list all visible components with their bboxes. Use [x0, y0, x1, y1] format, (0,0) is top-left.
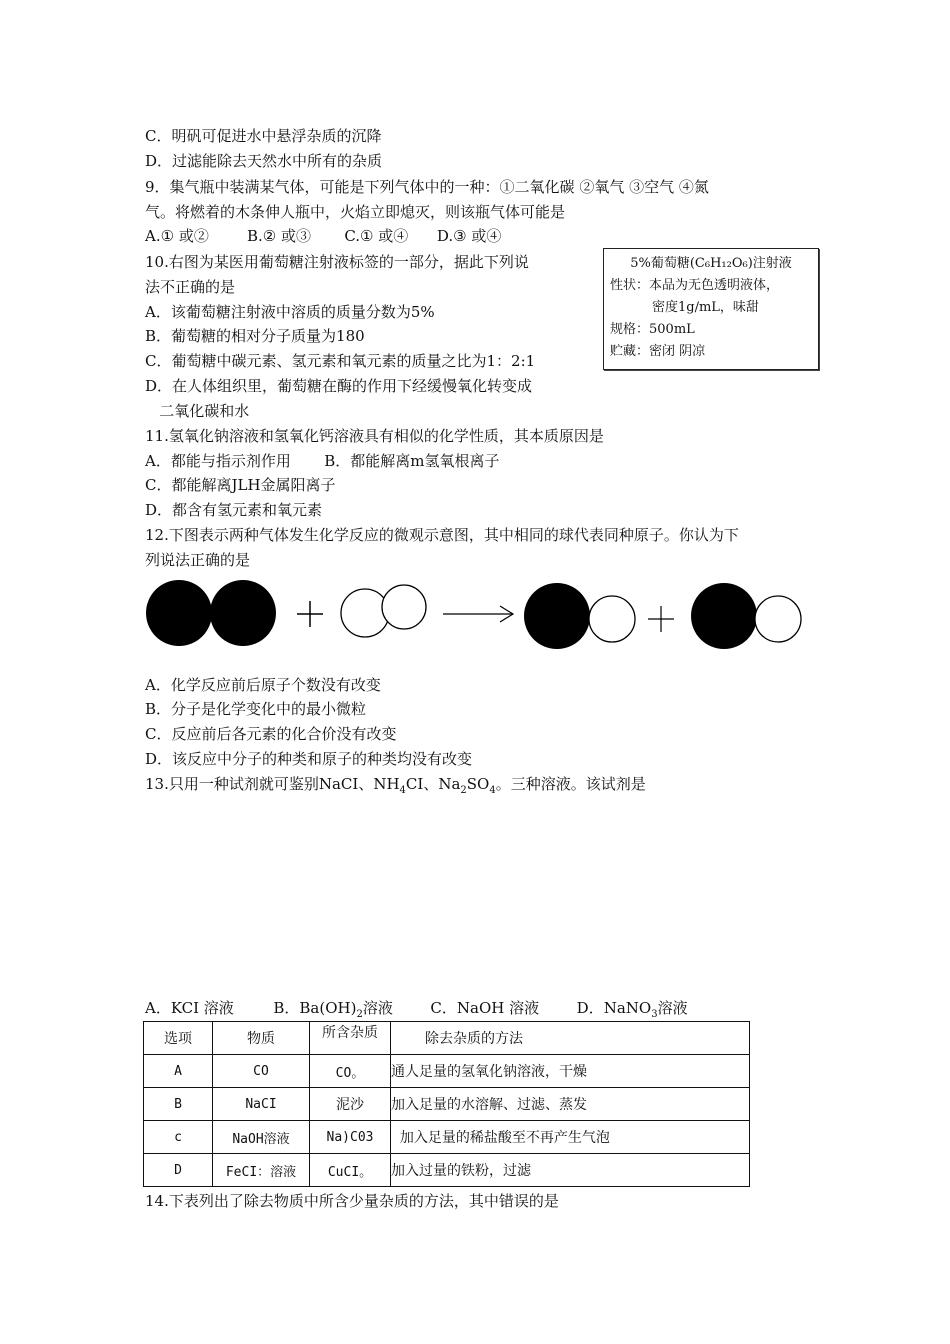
product-molecule: [524, 583, 635, 649]
table-cell: 加入足量的水溶解、过滤、蒸发: [391, 1088, 750, 1121]
subscript: 4: [399, 785, 406, 796]
table-header-cell: 物质: [213, 1022, 310, 1055]
white-atom: [341, 589, 389, 637]
q13-text: 13.只用一种试剂就可鉴别NaCI、NH: [145, 775, 400, 793]
text-line: C．明矾可促进水中悬浮杂质的沉降: [145, 127, 382, 145]
text-line: D．过滤能除去天然水中所有的杂质: [145, 152, 383, 170]
label-storage: 贮藏：密闭 阴凉: [610, 344, 706, 359]
question-10: 10.右图为某医用葡萄糖注射液标签的一部分，据此下列说: [145, 253, 529, 271]
q13-text: SO: [466, 775, 490, 793]
question-11: 11.氢氧化钠溶液和氢氧化钙溶液具有相似的化学性质，其本质原因是: [145, 427, 604, 445]
table-cell: NaCI: [213, 1088, 310, 1121]
white-atom: [755, 596, 801, 642]
table-cell: FeCI：溶液: [213, 1154, 310, 1187]
table-cell: c: [144, 1121, 213, 1154]
q12-option-d: D．该反应中分子的种类和原子的种类均没有改变: [145, 750, 473, 768]
q13-text: CI、Na: [405, 775, 461, 793]
plus-sign: [297, 601, 323, 627]
table-cell: NaOH溶液: [213, 1121, 310, 1154]
text-line: 法不正确的是: [145, 278, 236, 296]
q13-option-d: D．NaNO$_3$溶液: [576, 999, 688, 1020]
reactant-molecule-white: [341, 585, 426, 637]
table-header-cell: 所含杂质: [310, 1022, 391, 1055]
black-atom: [691, 583, 757, 649]
q12-option-b: B．分子是化学变化中的最小微粒: [145, 700, 367, 718]
table-cell: 泥沙: [310, 1088, 391, 1121]
q11-option-d: D．都含有氢元素和氧元素: [145, 501, 323, 519]
q10-option-c: C．葡萄糖中碳元素、氢元素和氧元素的质量之比为1：2:1: [145, 352, 536, 370]
subscript: 4: [489, 785, 496, 796]
text-line: 列说法正确的是: [145, 551, 251, 569]
q12-option-c: C．反应前后各元素的化合价没有改变: [145, 725, 397, 743]
table-row: [144, 1055, 750, 1088]
label-title: 5%葡萄糖(C₆H₁₂O₆)注射液: [630, 256, 792, 271]
q10-option-b: B．葡萄糖的相对分子质量为180: [145, 327, 365, 345]
table-header-cell: 除去杂质的方法: [391, 1022, 750, 1055]
table-cell: 加入足量的稀盐酸至不再产生气泡: [391, 1121, 750, 1154]
text-line: 气。将燃着的木条伸人瓶中，火焰立即熄灭，则该瓶气体可能是: [145, 203, 566, 221]
label-property: 性状：本品为无色透明液体，: [610, 278, 780, 293]
table-cell: CuCI。: [310, 1154, 391, 1187]
table-cell: A: [144, 1055, 213, 1088]
q13-option-c: C．NaOH 溶液: [430, 999, 540, 1017]
table-cell: D: [144, 1154, 213, 1187]
table-cell: 通人足量的氢氧化钠溶液，干燥: [391, 1055, 750, 1088]
q11-options-ab: A．都能与指示剂作用 B．都能解离m氢氧根离子: [145, 452, 500, 470]
white-atom: [382, 585, 426, 629]
subscript: 2: [460, 785, 467, 796]
black-atom: [524, 583, 590, 649]
q10-option-a: A．该葡萄糖注射液中溶质的质量分数为5%: [145, 303, 435, 321]
reaction-arrow: [443, 606, 513, 622]
table-row: [144, 1154, 750, 1187]
question-12: 12.下图表示两种气体发生化学反应的微观示意图，其中相同的球代表同种原子。你认为下: [145, 526, 739, 544]
table-cell: CO: [213, 1055, 310, 1088]
question-14: 14.下表列出了除去物质中所含少量杂质的方法，其中错误的是: [145, 1192, 559, 1210]
black-atom: [146, 580, 212, 646]
label-spec: 规格：500mL: [610, 322, 695, 337]
q10-option-d: D．在人体组织里，葡萄糖在酶的作用下经缓慢氧化转变成: [145, 377, 533, 395]
table-cell: 加入过量的铁粉，过滤: [391, 1154, 750, 1187]
reaction-diagram: [140, 572, 810, 672]
question-9: 9．集气瓶中装满某气体，可能是下列气体中的一种：①二氧化碳 ②氧气 ③空气 ④氮: [145, 178, 709, 196]
table-header-row: [144, 1022, 750, 1055]
q13-option-b: B．$Ba(OH)_2$溶液: [273, 999, 393, 1020]
table-row: [144, 1088, 750, 1121]
q11-option-c: C．都能解离JLH金属阳离子: [145, 476, 336, 494]
plus-sign: [648, 606, 674, 632]
q13-option-a: A．KCI 溶液: [145, 999, 234, 1017]
black-atom: [210, 580, 276, 646]
table-cell: B: [144, 1088, 213, 1121]
table-cell: Na)C03: [310, 1121, 391, 1154]
table-row: [144, 1121, 750, 1154]
table-header-cell: 选项: [144, 1022, 213, 1055]
text-line: 二氧化碳和水: [145, 402, 250, 420]
label-property: 密度1g/mL，味甜: [652, 300, 759, 315]
q12-option-a: A．化学反应前后原子个数没有改变: [145, 676, 381, 694]
table-cell: CO。: [310, 1055, 391, 1088]
impurity-table: [143, 1021, 750, 1187]
glucose-label-box: [603, 248, 819, 370]
white-atom: [589, 596, 635, 642]
product-molecule: [691, 583, 801, 649]
q9-options: A.① 或② B.② 或③ C.① 或④ D.③ 或④: [145, 227, 502, 245]
question-13: [145, 774, 646, 801]
reactant-molecule-black: [146, 580, 276, 646]
q13-text: 。三种溶液。该试剂是: [495, 775, 646, 793]
